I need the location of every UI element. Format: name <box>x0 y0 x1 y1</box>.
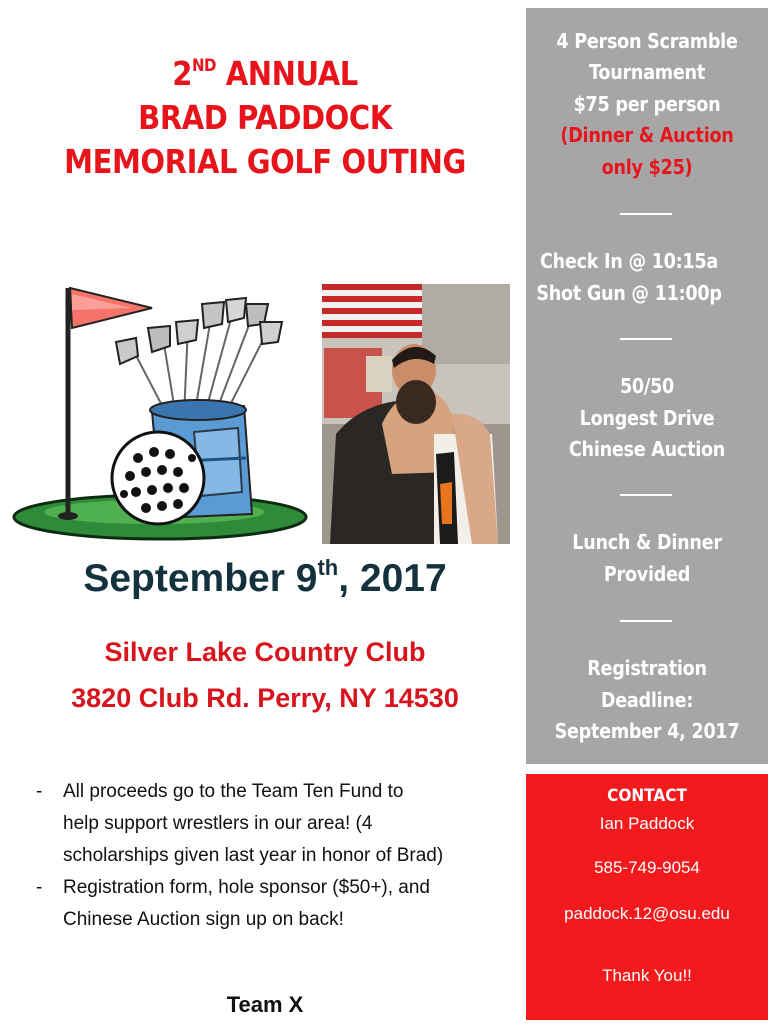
bullet-line: scholarships given last year in honor of Brad) <box>63 845 444 866</box>
divider <box>620 620 672 622</box>
dinner-price-line-1: (Dinner & Auction <box>560 123 734 147</box>
title-annual: ANNUAL <box>216 54 358 93</box>
date-ordinal-suffix: th <box>317 555 339 580</box>
title-line-1 <box>32 44 498 96</box>
memorial-photo <box>322 284 510 544</box>
event-longest-drive: Longest Drive <box>579 406 715 430</box>
info-sidebar <box>526 8 768 764</box>
meals-line-1: Lunch & Dinner <box>572 530 722 554</box>
meals-line-2: Provided <box>603 562 691 586</box>
date-month-day: September 9 <box>83 557 318 600</box>
thank-you-text: Thank You!! <box>602 966 692 985</box>
divider <box>620 338 672 340</box>
bullet-line: help support wrestlers in our area! (4 <box>63 813 373 834</box>
bullet-line: Chinese Auction sign up on back! <box>63 909 344 930</box>
contact-phone: 585-749-9054 <box>594 858 700 877</box>
title-ordinal-number: 2 <box>172 54 192 93</box>
contact-name: Ian Paddock <box>599 814 695 833</box>
contact-heading: CONTACT <box>607 786 687 806</box>
event-50-50: 50/50 <box>619 374 675 398</box>
title-line-3: MEMORIAL GOLF OUTING <box>64 142 466 181</box>
venue-address: 3820 Club Rd. Perry, NY 14530 <box>71 683 459 713</box>
details-list <box>36 776 516 936</box>
list-item <box>36 872 516 936</box>
golf-clipart <box>12 282 314 544</box>
event-chinese-auction: Chinese Auction <box>568 437 726 461</box>
date-year: , 2017 <box>338 557 447 600</box>
dinner-price-line-2: only $25) <box>601 155 693 179</box>
golf-ball-icon <box>112 432 204 524</box>
contact-box <box>526 774 768 1020</box>
registration-line-2: Deadline: <box>600 688 694 712</box>
shotgun-time: Shot Gun @ 11:00p <box>536 281 722 305</box>
format-line-2: Tournament <box>589 60 705 84</box>
bullet-line: - All proceeds go to the Team Ten Fund to <box>63 781 404 802</box>
registration-line-1: Registration <box>587 656 707 680</box>
title-ordinal-suffix: ND <box>191 56 217 76</box>
list-item <box>36 776 516 872</box>
format-line-1: 4 Person Scramble <box>556 29 738 53</box>
event-date <box>0 540 530 607</box>
event-title <box>32 44 498 184</box>
divider <box>620 494 672 496</box>
divider <box>620 213 672 215</box>
price: $75 per person <box>573 92 721 116</box>
registration-deadline-date: September 4, 2017 <box>554 719 740 743</box>
contact-email: paddock.12@osu.edu <box>564 904 730 923</box>
bullet-line: - Registration form, hole sponsor ($50+), and <box>63 877 431 898</box>
title-line-2: BRAD PADDOCK <box>138 98 392 137</box>
venue-name: Silver Lake Country Club <box>104 637 426 667</box>
team-name: Team X <box>226 992 304 1017</box>
check-in-time: Check In @ 10:15a <box>539 249 718 273</box>
